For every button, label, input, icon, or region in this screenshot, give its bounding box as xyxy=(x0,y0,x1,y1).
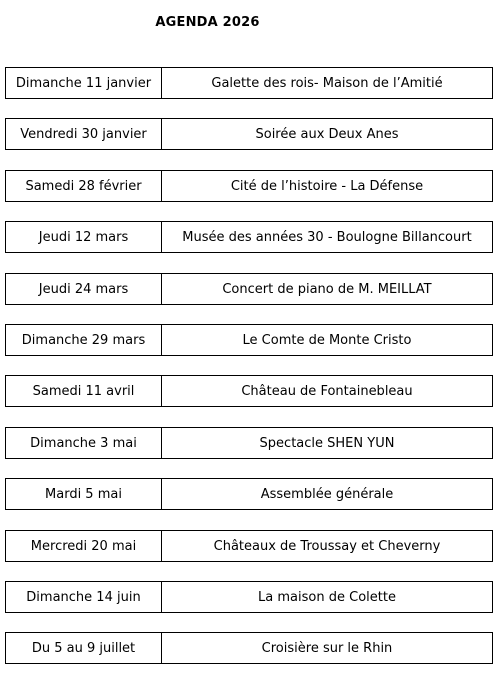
event-date: Samedi 11 avril xyxy=(6,376,162,406)
agenda-row xyxy=(5,375,493,407)
agenda-row xyxy=(5,221,493,253)
event-date: Vendredi 30 janvier xyxy=(6,119,162,149)
agenda-row xyxy=(5,530,493,562)
event-date: Dimanche 14 juin xyxy=(6,582,162,612)
agenda-row xyxy=(5,273,493,305)
event-name: Cité de l’histoire - La Défense xyxy=(230,178,424,194)
event-date: Du 5 au 9 juillet xyxy=(6,633,162,663)
agenda-row xyxy=(5,632,493,664)
event-name: La maison de Colette xyxy=(258,589,396,605)
event-name: Le Comte de Monte Cristo xyxy=(242,332,412,348)
agenda-row xyxy=(5,67,493,99)
event-date: Mercredi 20 mai xyxy=(6,531,162,561)
agenda-row xyxy=(5,324,493,356)
event-name: Assemblée générale xyxy=(260,486,394,502)
event-name: Soirée aux Deux Anes xyxy=(255,126,399,142)
event-name: Spectacle SHEN YUN xyxy=(259,435,395,451)
event-date: Jeudi 12 mars xyxy=(6,222,162,252)
agenda-row xyxy=(5,170,493,202)
event-name: Musée des années 30 - Boulogne Billancourt xyxy=(182,229,472,245)
agenda-row xyxy=(5,427,493,459)
event-date: Dimanche 29 mars xyxy=(6,325,162,355)
event-date: Samedi 28 février xyxy=(6,171,162,201)
event-name: Galette des rois- Maison de l’Amitié xyxy=(211,75,443,91)
page-title: AGENDA 2026 xyxy=(155,15,260,30)
event-name: Château de Fontainebleau xyxy=(241,383,413,399)
event-date: Dimanche 3 mai xyxy=(6,428,162,458)
event-name: Concert de piano de M. MEILLAT xyxy=(222,281,432,297)
event-name: Châteaux de Troussay et Cheverny xyxy=(213,538,441,554)
event-date: Jeudi 24 mars xyxy=(6,274,162,304)
agenda-row xyxy=(5,478,493,510)
event-date: Mardi 5 mai xyxy=(6,479,162,509)
event-name: Croisière sur le Rhin xyxy=(261,640,393,656)
agenda-row xyxy=(5,581,493,613)
agenda-row xyxy=(5,118,493,150)
event-date: Dimanche 11 janvier xyxy=(6,68,162,98)
